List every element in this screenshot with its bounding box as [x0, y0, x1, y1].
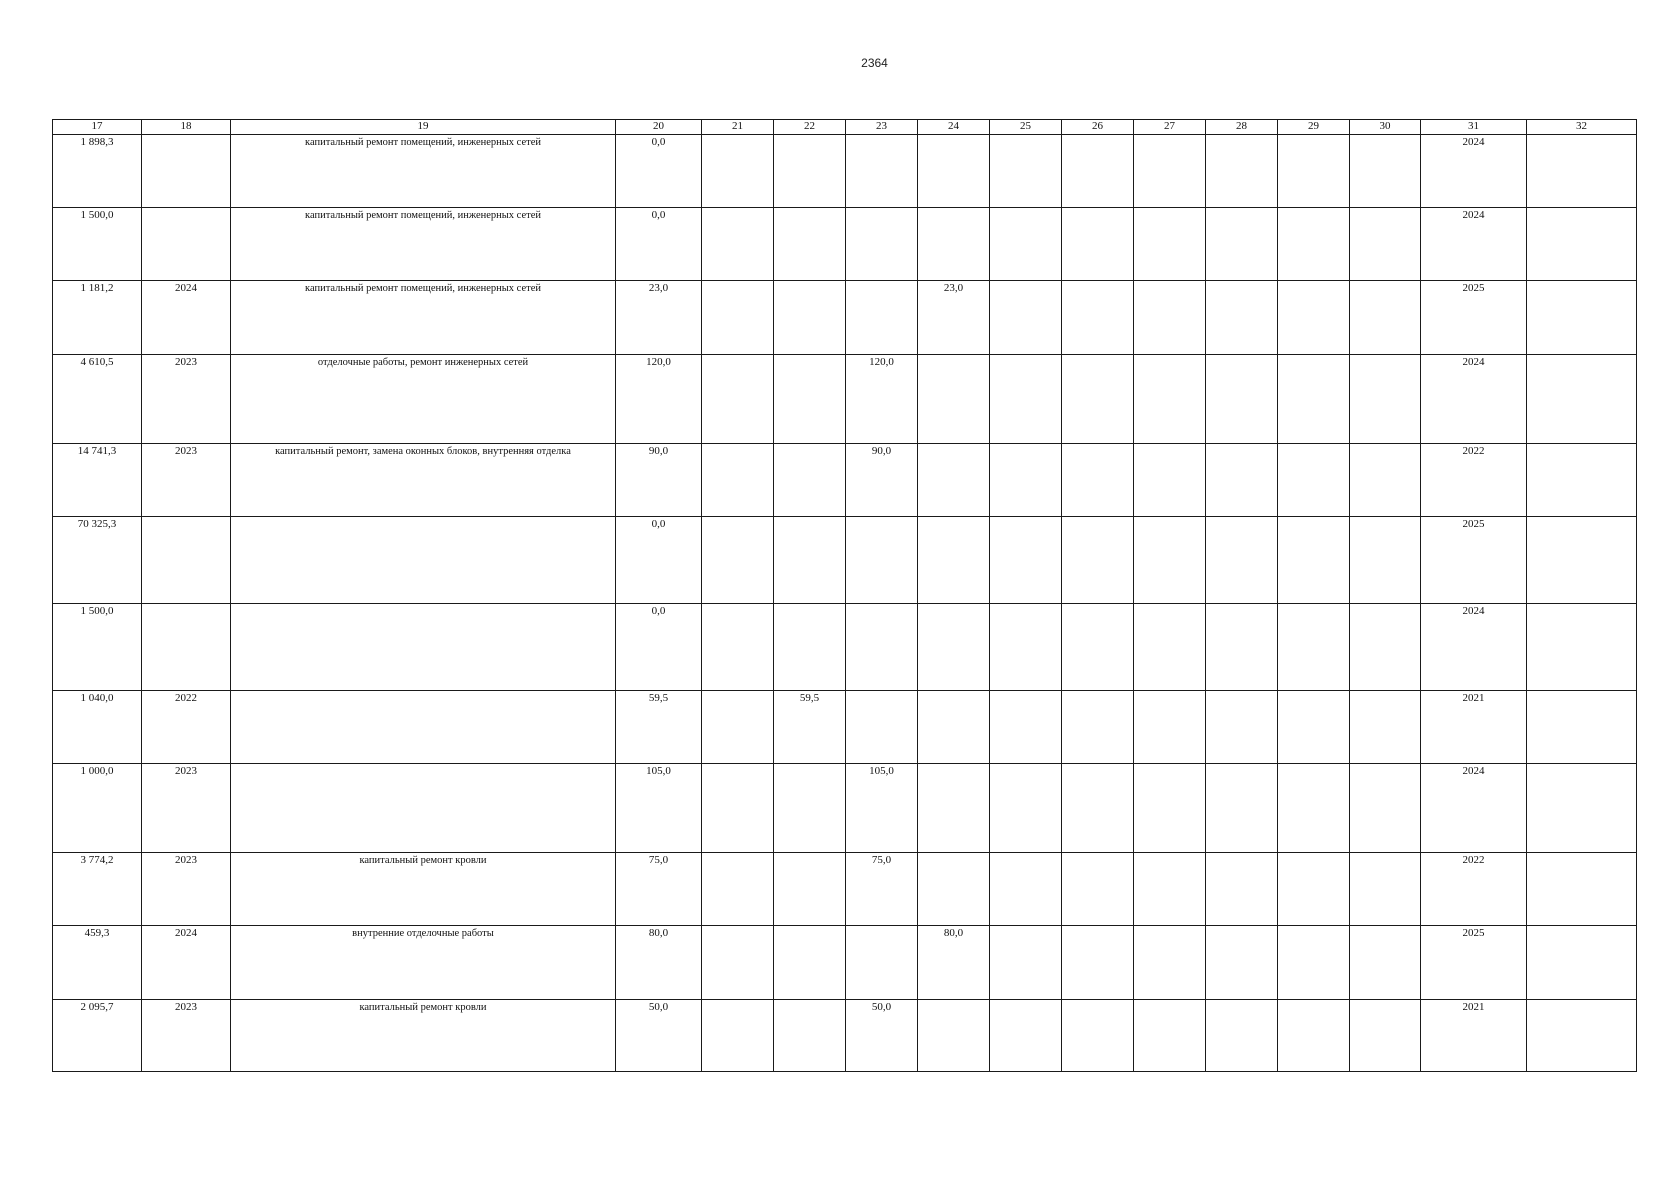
table-cell-25: [990, 517, 1062, 604]
table-cell-19: капитальный ремонт, замена оконных блоков, внутренняя отделка: [231, 444, 616, 517]
table-cell-28: [1206, 926, 1278, 1000]
table-cell-30: [1350, 517, 1421, 604]
page-number: 2364: [861, 56, 888, 70]
table-cell-32: [1527, 604, 1637, 691]
table-cell-18: 2022: [142, 691, 231, 764]
table-cell-24: [918, 517, 990, 604]
table-cell-30: [1350, 604, 1421, 691]
table-cell-26: [1062, 135, 1134, 208]
table-row: [53, 764, 1637, 853]
table-cell-21: [702, 208, 774, 281]
table-cell-20: 59,5: [616, 691, 702, 764]
table-cell-23: 75,0: [846, 853, 918, 926]
table-cell-25: [990, 281, 1062, 355]
table-cell-20: 0,0: [616, 517, 702, 604]
table-cell-26: [1062, 517, 1134, 604]
table-cell-21: [702, 853, 774, 926]
table-cell-30: [1350, 764, 1421, 853]
table-cell-21: [702, 764, 774, 853]
table-cell-23: 50,0: [846, 1000, 918, 1072]
table-cell-25: [990, 604, 1062, 691]
table-cell-31: 2024: [1421, 135, 1527, 208]
table-cell-25: [990, 355, 1062, 444]
table-cell-21: [702, 926, 774, 1000]
table-cell-22: [774, 444, 846, 517]
column-header: 25: [990, 120, 1062, 135]
table-cell-27: [1134, 135, 1206, 208]
table-cell-31: 2025: [1421, 926, 1527, 1000]
table-cell-25: [990, 764, 1062, 853]
column-header: 32: [1527, 120, 1637, 135]
table-cell-20: 105,0: [616, 764, 702, 853]
table-cell-20: 0,0: [616, 208, 702, 281]
table-cell-28: [1206, 853, 1278, 926]
table-row: [53, 604, 1637, 691]
table-cell-22: [774, 135, 846, 208]
column-header: 27: [1134, 120, 1206, 135]
table-row: [53, 281, 1637, 355]
table-cell-24: [918, 355, 990, 444]
table-cell-29: [1278, 208, 1350, 281]
table-cell-17: 70 325,3: [53, 517, 142, 604]
table-cell-19: [231, 764, 616, 853]
table-cell-20: 50,0: [616, 1000, 702, 1072]
table-cell-25: [990, 208, 1062, 281]
table-cell-28: [1206, 355, 1278, 444]
table-cell-17: 1 500,0: [53, 208, 142, 281]
table-cell-27: [1134, 764, 1206, 853]
table-cell-22: [774, 355, 846, 444]
column-header: 28: [1206, 120, 1278, 135]
table-cell-18: 2024: [142, 281, 231, 355]
table-cell-29: [1278, 444, 1350, 517]
table-cell-25: [990, 853, 1062, 926]
table-cell-27: [1134, 853, 1206, 926]
table-cell-24: 80,0: [918, 926, 990, 1000]
table-cell-23: [846, 691, 918, 764]
table-cell-21: [702, 281, 774, 355]
table-cell-23: [846, 926, 918, 1000]
table-cell-20: 0,0: [616, 135, 702, 208]
table-cell-32: [1527, 517, 1637, 604]
table-cell-21: [702, 517, 774, 604]
table-row: [53, 208, 1637, 281]
table-cell-30: [1350, 691, 1421, 764]
table-cell-20: 23,0: [616, 281, 702, 355]
table-cell-17: 1 000,0: [53, 764, 142, 853]
table-cell-17: 14 741,3: [53, 444, 142, 517]
column-header: 21: [702, 120, 774, 135]
table-cell-23: [846, 281, 918, 355]
table-cell-29: [1278, 853, 1350, 926]
table-cell-26: [1062, 764, 1134, 853]
table-cell-22: [774, 764, 846, 853]
table-cell-29: [1278, 604, 1350, 691]
table-cell-28: [1206, 517, 1278, 604]
column-header: 26: [1062, 120, 1134, 135]
table-cell-30: [1350, 208, 1421, 281]
table-cell-18: 2023: [142, 355, 231, 444]
table-cell-25: [990, 926, 1062, 1000]
table-cell-23: 90,0: [846, 444, 918, 517]
table-cell-18: [142, 517, 231, 604]
table-cell-17: 1 040,0: [53, 691, 142, 764]
column-header: 17: [53, 120, 142, 135]
table-cell-32: [1527, 281, 1637, 355]
table-cell-18: 2023: [142, 1000, 231, 1072]
table-cell-32: [1527, 1000, 1637, 1072]
table-cell-28: [1206, 208, 1278, 281]
table-cell-23: [846, 604, 918, 691]
header-row: [53, 120, 1637, 135]
table-cell-26: [1062, 1000, 1134, 1072]
table-cell-19: капитальный ремонт помещений, инженерных сетей: [231, 281, 616, 355]
table-cell-27: [1134, 517, 1206, 604]
table-cell-18: 2024: [142, 926, 231, 1000]
table-cell-26: [1062, 604, 1134, 691]
table-cell-30: [1350, 135, 1421, 208]
table-cell-24: [918, 853, 990, 926]
table-cell-23: [846, 517, 918, 604]
table-cell-19: [231, 517, 616, 604]
table-cell-20: 75,0: [616, 853, 702, 926]
table-cell-17: 3 774,2: [53, 853, 142, 926]
table-cell-17: 1 898,3: [53, 135, 142, 208]
table-cell-17: 2 095,7: [53, 1000, 142, 1072]
table-cell-31: 2024: [1421, 764, 1527, 853]
table-cell-28: [1206, 281, 1278, 355]
table-cell-29: [1278, 926, 1350, 1000]
table-cell-21: [702, 604, 774, 691]
table-cell-23: [846, 208, 918, 281]
table-cell-32: [1527, 208, 1637, 281]
table-cell-31: 2022: [1421, 853, 1527, 926]
table-cell-28: [1206, 444, 1278, 517]
table-row: [53, 444, 1637, 517]
table-cell-30: [1350, 355, 1421, 444]
table-cell-19: внутренние отделочные работы: [231, 926, 616, 1000]
table-cell-21: [702, 135, 774, 208]
table-cell-32: [1527, 691, 1637, 764]
table-cell-25: [990, 1000, 1062, 1072]
table-cell-32: [1527, 764, 1637, 853]
column-header: 24: [918, 120, 990, 135]
table-cell-20: 120,0: [616, 355, 702, 444]
table-cell-20: 0,0: [616, 604, 702, 691]
table-row: [53, 853, 1637, 926]
table-cell-31: 2021: [1421, 691, 1527, 764]
table-cell-27: [1134, 208, 1206, 281]
table-cell-24: [918, 444, 990, 517]
table-cell-31: 2024: [1421, 208, 1527, 281]
table-cell-27: [1134, 604, 1206, 691]
table-cell-18: 2023: [142, 764, 231, 853]
table-row: [53, 691, 1637, 764]
table-cell-23: [846, 135, 918, 208]
table-cell-17: 4 610,5: [53, 355, 142, 444]
table-cell-30: [1350, 1000, 1421, 1072]
table-cell-27: [1134, 691, 1206, 764]
table-cell-32: [1527, 853, 1637, 926]
table-cell-27: [1134, 281, 1206, 355]
table-cell-18: [142, 604, 231, 691]
table-row: [53, 135, 1637, 208]
table-cell-24: [918, 208, 990, 281]
column-header: 30: [1350, 120, 1421, 135]
table-cell-21: [702, 691, 774, 764]
table-cell-27: [1134, 444, 1206, 517]
table-cell-24: 23,0: [918, 281, 990, 355]
column-header: 23: [846, 120, 918, 135]
table-cell-26: [1062, 355, 1134, 444]
table-cell-31: 2025: [1421, 517, 1527, 604]
table-cell-19: отделочные работы, ремонт инженерных сетей: [231, 355, 616, 444]
column-header: 20: [616, 120, 702, 135]
table-cell-28: [1206, 691, 1278, 764]
column-header: 19: [231, 120, 616, 135]
table-cell-20: 80,0: [616, 926, 702, 1000]
table-cell-30: [1350, 926, 1421, 1000]
table-cell-22: [774, 853, 846, 926]
table-cell-29: [1278, 517, 1350, 604]
table-cell-30: [1350, 853, 1421, 926]
table-cell-22: [774, 208, 846, 281]
table-cell-21: [702, 444, 774, 517]
table-cell-29: [1278, 1000, 1350, 1072]
table-cell-28: [1206, 135, 1278, 208]
table-cell-32: [1527, 444, 1637, 517]
table-cell-24: [918, 764, 990, 853]
table-cell-22: [774, 926, 846, 1000]
table-cell-25: [990, 691, 1062, 764]
table-cell-17: 1 181,2: [53, 281, 142, 355]
table-cell-25: [990, 135, 1062, 208]
table-cell-26: [1062, 691, 1134, 764]
table-cell-29: [1278, 691, 1350, 764]
table-cell-31: 2024: [1421, 604, 1527, 691]
table-cell-24: [918, 1000, 990, 1072]
table-cell-28: [1206, 764, 1278, 853]
table-cell-32: [1527, 926, 1637, 1000]
column-header: 29: [1278, 120, 1350, 135]
table-cell-18: 2023: [142, 853, 231, 926]
table-cell-20: 90,0: [616, 444, 702, 517]
table-cell-19: капитальный ремонт помещений, инженерных сетей: [231, 135, 616, 208]
table-row: [53, 926, 1637, 1000]
table-cell-27: [1134, 926, 1206, 1000]
table-cell-23: 120,0: [846, 355, 918, 444]
table-cell-29: [1278, 135, 1350, 208]
table-cell-19: [231, 691, 616, 764]
table-cell-22: [774, 281, 846, 355]
table-cell-26: [1062, 926, 1134, 1000]
data-table: [52, 119, 1637, 1072]
table-cell-21: [702, 1000, 774, 1072]
table-cell-17: 459,3: [53, 926, 142, 1000]
table-cell-28: [1206, 604, 1278, 691]
table-cell-19: капитальный ремонт кровли: [231, 1000, 616, 1072]
table-cell-32: [1527, 355, 1637, 444]
table-cell-21: [702, 355, 774, 444]
table-cell-23: 105,0: [846, 764, 918, 853]
table-body: [53, 135, 1637, 1072]
table-cell-22: [774, 1000, 846, 1072]
table-cell-22: [774, 517, 846, 604]
table-cell-26: [1062, 281, 1134, 355]
table-cell-30: [1350, 444, 1421, 517]
table-cell-26: [1062, 444, 1134, 517]
table-cell-29: [1278, 281, 1350, 355]
table-cell-18: [142, 135, 231, 208]
column-header: 18: [142, 120, 231, 135]
table-row: [53, 355, 1637, 444]
table-row: [53, 1000, 1637, 1072]
table-cell-31: 2021: [1421, 1000, 1527, 1072]
table-cell-32: [1527, 135, 1637, 208]
table-cell-28: [1206, 1000, 1278, 1072]
table-cell-27: [1134, 1000, 1206, 1072]
table-cell-29: [1278, 355, 1350, 444]
table-cell-31: 2024: [1421, 355, 1527, 444]
column-header: 22: [774, 120, 846, 135]
table-cell-29: [1278, 764, 1350, 853]
table-cell-19: капитальный ремонт кровли: [231, 853, 616, 926]
table-cell-24: [918, 604, 990, 691]
table-cell-24: [918, 691, 990, 764]
table-cell-31: 2022: [1421, 444, 1527, 517]
table-cell-31: 2025: [1421, 281, 1527, 355]
table-cell-18: [142, 208, 231, 281]
table-cell-30: [1350, 281, 1421, 355]
table-cell-22: [774, 604, 846, 691]
table-cell-25: [990, 444, 1062, 517]
table-row: [53, 517, 1637, 604]
table-cell-19: капитальный ремонт помещений, инженерных сетей: [231, 208, 616, 281]
table-cell-26: [1062, 208, 1134, 281]
table-cell-24: [918, 135, 990, 208]
table-cell-27: [1134, 355, 1206, 444]
table-cell-22: 59,5: [774, 691, 846, 764]
table-cell-19: [231, 604, 616, 691]
table-cell-18: 2023: [142, 444, 231, 517]
table-cell-26: [1062, 853, 1134, 926]
column-header: 31: [1421, 120, 1527, 135]
table-cell-17: 1 500,0: [53, 604, 142, 691]
